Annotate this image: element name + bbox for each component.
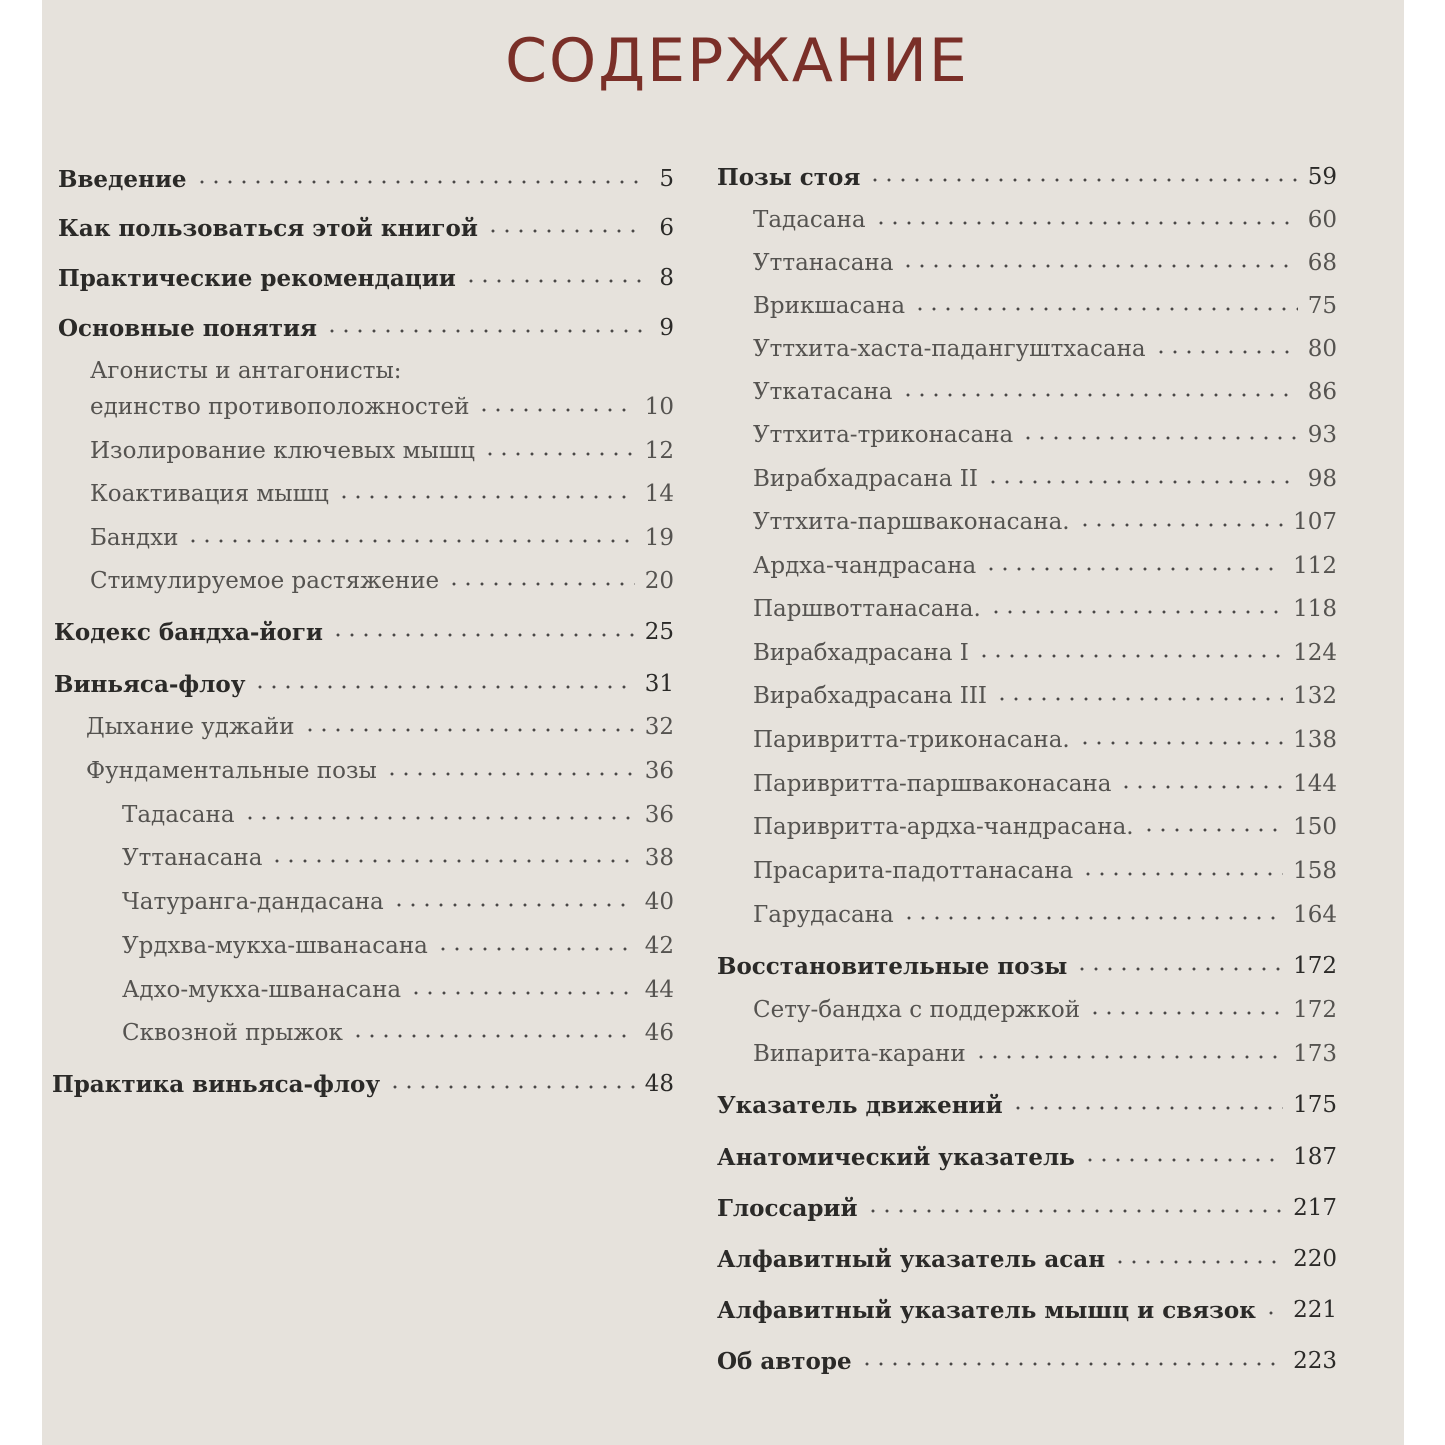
toc-entry [753,589,1337,629]
toc-entry [122,838,674,878]
toc-entry-title: Врикшасана [753,293,906,319]
leader-dots [995,697,1283,701]
toc-entry [717,1188,1337,1228]
leader-dots [253,685,634,689]
toc-entry-page: 42 [644,933,674,959]
toc-entry-page: 59 [1307,164,1337,190]
toc-entry-title: Уттанасана [122,845,263,871]
leader-dots [477,408,634,412]
toc-entry-page: 93 [1307,422,1337,448]
toc-entry-title: Алфавитный указатель асан [717,1245,1106,1273]
leader-dots [913,307,1298,311]
leader-dots [1113,1260,1283,1264]
toc-entry [753,676,1337,716]
toc-entry-title: Вирабхадрасана III [753,683,987,709]
toc-entry-page: 68 [1307,250,1337,276]
leader-dots [325,329,644,333]
toc-entry [753,990,1337,1030]
toc-entry-title: Паршвоттанасана. [753,596,981,622]
toc-entry-title: Адхо-мукха-шванасана [122,977,402,1003]
toc-entry-page: 86 [1307,379,1337,405]
toc-entry-title: Указатель движений [717,1091,1003,1119]
toc-entry-page: 20 [644,568,674,594]
toc-entry-title: Введение [58,165,187,193]
leader-dots [243,816,635,820]
toc-entry-page: 9 [659,315,674,341]
toc-entry-page: 40 [644,889,674,915]
leader-dots [385,772,635,776]
toc-entry-title: Как пользоваться этой книгой [58,214,478,242]
toc-entry-page: 60 [1307,207,1337,233]
toc-entry-title: Практика виньяса-флоу [52,1070,381,1098]
leader-dots [1154,350,1298,354]
leader-dots [902,916,1283,920]
toc-entry-page: 138 [1293,727,1337,753]
toc-entry [122,882,674,922]
toc-entry-title: Ардха-чандрасана [753,553,977,579]
toc-entry-title: Коактивация мышц [90,481,329,507]
toc-entry-title: Анатомический указатель [717,1143,1075,1171]
toc-entry-title: Алфавитный указатель мышц и связок [717,1296,1256,1324]
toc-entry-title: Бандхи [90,525,179,551]
leader-dots [483,452,635,456]
toc-entry-page: 187 [1293,1144,1337,1170]
toc-entry-title: Гарудасана [753,902,894,928]
leader-dots [874,221,1298,225]
leader-dots [1081,872,1283,876]
leader-dots [1264,1311,1283,1315]
leader-dots [447,582,635,586]
leader-dots [868,178,1297,182]
toc-entry-page: 217 [1293,1195,1337,1221]
leader-dots [866,1209,1284,1213]
toc-entry-title: Дыхание уджайи [86,714,295,740]
toc-entry [753,807,1337,847]
leader-dots [1088,1011,1283,1015]
toc-entry-title: Тадасана [122,802,235,828]
toc-entry-page: 112 [1293,553,1337,579]
toc-entry-title: Чатуранга-дандасана [122,889,384,915]
leader-dots [486,229,644,233]
toc-entry-page: 164 [1293,902,1337,928]
leader-dots [186,539,634,543]
toc-entry [90,387,674,427]
leader-dots [388,1085,635,1089]
leader-dots [1021,436,1297,440]
toc-entry-page: 124 [1293,640,1337,666]
leader-dots [303,728,635,732]
toc-entry-title: Прасарита-падоттанасана [753,858,1074,884]
toc-entry [753,502,1337,542]
toc-entry [753,764,1337,804]
toc-entry [52,1064,674,1104]
toc-entry-page: 118 [1293,596,1337,622]
toc-entry [58,208,674,248]
toc-entry [54,612,674,652]
toc-entry-title: Фундаментальные позы [86,758,377,784]
toc-entry [86,751,674,791]
toc-entry-title: Вирабхадрасана I [753,640,969,666]
toc-entry [58,159,674,199]
leader-dots [270,859,634,863]
toc-entry [753,459,1337,499]
toc-entry-page: 221 [1293,1297,1337,1323]
toc-entry-title: Урдхва-мукха-шванасана [122,933,428,959]
toc-entry [90,474,674,514]
toc-entry-page: 107 [1293,509,1337,535]
toc-entry-page: 38 [644,845,674,871]
toc-entry-title: Позы стоя [717,163,861,191]
leader-dots [989,610,1283,614]
toc-entry [753,546,1337,586]
toc-entry-page: 12 [644,438,674,464]
leader-dots [860,1362,1284,1366]
toc-entry-page: 158 [1293,858,1337,884]
toc-entry-title: Основные понятия [58,314,318,342]
toc-entry-title-line1: Агонисты и антагонисты: [90,358,402,384]
toc-entry-title: Вирабхадрасана II [753,466,978,492]
toc-entry [717,946,1337,986]
toc-entry [717,1085,1337,1125]
toc-entry [122,970,674,1010]
toc-entry-page: 132 [1293,683,1337,709]
leader-dots [1078,523,1283,527]
toc-entry [122,926,674,966]
toc-entry [753,720,1337,760]
toc-entry-page: 173 [1293,1041,1337,1067]
toc-entry-title: Випарита-карани [753,1041,966,1067]
leader-dots [337,495,635,499]
toc-entry [90,561,674,601]
toc-entry-title: Сквозной прыжок [122,1020,343,1046]
toc-entry-page: 6 [659,215,674,241]
leader-dots [986,480,1298,484]
leader-dots [901,393,1298,397]
toc-entry [753,243,1337,283]
toc-entry-title: Паривритта-ардха-чандрасана. [753,814,1134,840]
toc-entry-title: Уттхита-хаста-падангуштхасана [753,336,1146,362]
toc-entry [753,415,1337,455]
toc-entry-page: 172 [1293,997,1337,1023]
leader-dots [392,903,635,907]
toc-entry-title: Уттхита-триконасана [753,422,1014,448]
toc-entry [753,1034,1337,1074]
leader-dots [1075,967,1283,971]
toc-entry-page: 36 [644,802,674,828]
toc-entry [717,1290,1337,1330]
toc-entry-title: Тадасана [753,207,866,233]
toc-entry-page: 46 [644,1020,674,1046]
toc-entry-page: 144 [1293,771,1337,797]
toc-entry-page: 8 [659,265,674,291]
toc-entry-page: 150 [1293,814,1337,840]
leader-dots [1142,828,1283,832]
leader-dots [984,567,1283,571]
toc-entry [753,851,1337,891]
toc-entry-page: 14 [644,481,674,507]
toc-entry-title: Восстановительные позы [717,952,1068,980]
toc-entry [753,633,1337,673]
toc-entry [58,258,674,298]
leader-dots [974,1055,1283,1059]
leader-dots [331,633,635,637]
toc-entry-page: 175 [1293,1092,1337,1118]
toc-entry [90,431,674,471]
toc-entry [753,200,1337,240]
toc-entry [54,664,674,704]
toc-entry [753,329,1337,369]
toc-entry-page: 48 [644,1071,674,1097]
leader-dots [1078,741,1283,745]
toc-entry-title: Уткатасана [753,379,893,405]
book-page [42,0,1404,1445]
toc-entry [717,1137,1337,1177]
toc-entry-title: Уттанасана [753,250,894,276]
toc-entry-page: 220 [1293,1246,1337,1272]
toc-entry [717,1239,1337,1279]
toc-entry-page: 36 [644,758,674,784]
toc-entry [717,1341,1337,1381]
leader-dots [901,264,1297,268]
toc-entry [717,157,1337,197]
leader-dots [1119,785,1283,789]
toc-entry-page: 25 [644,619,674,645]
toc-entry-title: Паривритта-триконасана. [753,727,1070,753]
toc-entry-page: 44 [644,977,674,1003]
toc-entry-page: 31 [644,671,674,697]
toc-entry [86,707,674,747]
leader-dots [1083,1158,1283,1162]
toc-entry-title: Виньяса-флоу [54,670,246,698]
toc-entry-page: 5 [659,166,674,192]
toc-entry [58,308,674,348]
toc-entry-title: Глоссарий [717,1194,858,1222]
toc-entry-title: Уттхита-паршваконасана. [753,509,1070,535]
toc-entry-page: 223 [1293,1348,1337,1374]
toc-entry-page: 75 [1307,293,1337,319]
toc-entry-title: Об авторе [717,1347,852,1375]
toc-entry-page: 19 [644,525,674,551]
toc-entry-title: Практические рекомендации [58,264,456,292]
leader-dots [464,279,644,283]
leader-dots [195,180,644,184]
toc-entry-title: Кодекс бандха-йоги [54,618,323,646]
toc-entry-title: Паривритта-паршваконасана [753,771,1112,797]
leader-dots [436,947,635,951]
toc-entry-page: 10 [644,394,674,420]
toc-entry [90,518,674,558]
toc-entry-page: 80 [1307,336,1337,362]
leader-dots [977,654,1283,658]
page-title: СОДЕРЖАНИЕ [505,26,969,96]
toc-entry-page: 98 [1307,466,1337,492]
toc-entry-title: Стимулируемое растяжение [90,568,440,594]
toc-entry-title: единство противоположностей [90,394,470,420]
leader-dots [351,1034,635,1038]
toc-entry [753,286,1337,326]
toc-entry [122,1013,674,1053]
toc-entry-title: Сету-бандха с поддержкой [753,997,1081,1023]
toc-entry-page: 172 [1293,953,1337,979]
toc-entry [122,795,674,835]
leader-dots [409,991,635,995]
toc-entry-page: 32 [644,714,674,740]
toc-entry [753,372,1337,412]
leader-dots [1011,1106,1283,1110]
toc-entry [753,895,1337,935]
toc-entry-title: Изолирование ключевых мышц [90,438,475,464]
